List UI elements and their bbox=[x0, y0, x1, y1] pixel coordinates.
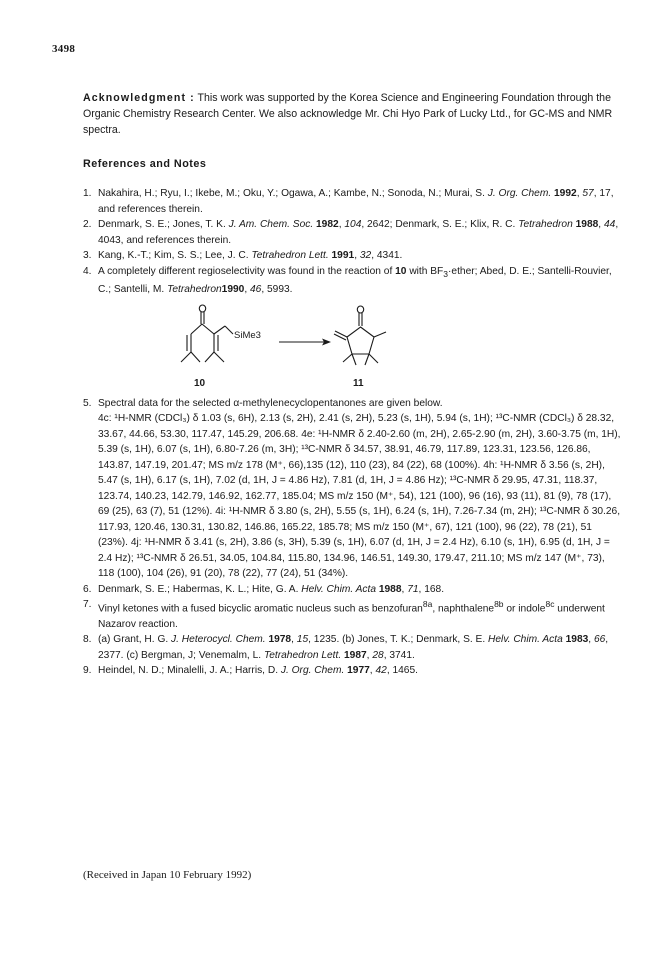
ref-pages: , 168. bbox=[418, 583, 445, 595]
acknowledgment-heading: Acknowledgment : bbox=[83, 92, 195, 104]
reference-6: 6. Denmark, S. E.; Habermas, K. L.; Hite, G. A. Helv. Chim. Acta 1988, 71, 168. bbox=[83, 582, 623, 598]
ref-volume: 46 bbox=[250, 284, 262, 296]
superscript-8b: 8b bbox=[494, 599, 504, 610]
ref-8a-journal: J. Heterocycl. Chem. bbox=[171, 634, 266, 646]
reference-3: 3. Kang, K.-T.; Kim, S. S.; Lee, J. C. Tetrahedron Lett. 1991, 32, 4341. bbox=[83, 248, 623, 264]
ref-year: 1991 bbox=[331, 250, 355, 261]
ref-8c-authors: (c) Bergman, J; Venemalm, L. bbox=[126, 649, 262, 661]
ref-text-3: ether; Abed, D. E.; Santelli-Rouvier, C.; Santelli, M. bbox=[98, 265, 612, 296]
ref-authors: Denmark, S. E.; Habermas, K. L.; Hite, G. A. bbox=[98, 583, 299, 595]
reference-7 bbox=[83, 597, 623, 632]
ref-journal: Tetrahedron bbox=[167, 284, 222, 296]
ref-number: 6. bbox=[83, 583, 92, 595]
ref-year: 1990 bbox=[221, 284, 245, 296]
spectral-data-4h: 4h: ¹H-NMR δ 3.56 (s, 2H), 5.47 (s, 1H), 6.17 (s, 1H), 7.02 (d, 1H, J = 4.86 Hz), 7.81 (d, 1H, J = 4.86 Hz); ¹³C-NMR δ 29.95, 47.31, 118.37, 123.74, 140.23, 142.79, 146.92, 162.77, 185.04; MS m/z 150 (M⁺, 54), 121 (100), 96 (16), 93 (11), 81 (9), 78 (17), 69 (25), 63 (7), 51 (12%). bbox=[98, 459, 612, 518]
ref-8a-volume: 15 bbox=[296, 634, 309, 646]
ref-text: A completely different regioselectivity was found in the reaction of bbox=[98, 265, 393, 277]
spectral-data-4e: 4e: ¹H-NMR δ 2.40-2.60 (m, 2H), 2.65-2.90 (m, 2H), 3.60-3.75 (m, 1H), 5.39 (s, 1H), 6.07 (s, 1H), 6.80-7.26 (m, 3H); ¹³C-NMR δ 34.57, 38.91, 46.79, 117.89, 123.31, 123.56, 126.86, 143.87, 147.19, 201.47; MS m/z 178 (M⁺, 66),135 (12), 110 (23), 84 (22), 68 (100%). bbox=[98, 428, 621, 471]
ref-dot: · bbox=[448, 265, 452, 277]
ref-8b-authors: (b) Jones, T. K.; Denmark, S. E. bbox=[342, 634, 486, 646]
ref-8b-volume: 66 bbox=[593, 634, 606, 646]
ref-8c-journal: Tetrahedron Lett. bbox=[263, 649, 342, 661]
ref-volume-2: 44 bbox=[603, 219, 616, 230]
ref-number: 9. bbox=[83, 665, 92, 677]
ref-volume: 71 bbox=[407, 583, 419, 595]
compound-11-structure bbox=[334, 306, 386, 365]
ref-authors: Nakahira, H.; Ryu, I.; Ikebe, M.; Oku, Y.; Ogawa, A.; Kambe, N.; Sonoda, N.; Murai, S. bbox=[98, 188, 485, 199]
compound-number: 10 bbox=[395, 265, 407, 277]
received-date: (Received in Japan 10 February 1992) bbox=[83, 869, 252, 881]
ref-text: , 2642; Denmark, S. E.; Klix, R. C. bbox=[361, 219, 516, 230]
ref-volume: 32 bbox=[359, 250, 372, 261]
ref-volume: 104 bbox=[344, 219, 362, 230]
ref-number: 3. bbox=[83, 250, 92, 261]
ref-journal: Tetrahedron Lett. bbox=[251, 250, 329, 261]
references-heading: References and Notes bbox=[83, 158, 207, 170]
ref-year-2: 1988 bbox=[575, 219, 599, 230]
ref-8a-year: 1978 bbox=[268, 634, 292, 646]
ref-journal: J. Org. Chem. bbox=[280, 665, 345, 677]
superscript-8c: 8c bbox=[545, 599, 555, 610]
ref-year: 1982 bbox=[316, 219, 339, 230]
compound-11-label: 11 bbox=[353, 377, 364, 389]
sime3-label: SiMe3 bbox=[234, 329, 261, 341]
subscript: 3 bbox=[443, 268, 449, 279]
ref-8b-journal: Helv. Chim. Acta bbox=[488, 634, 563, 646]
spectral-data-4i: 4i: ¹H-NMR δ 3.80 (s, 2H), 5.55 (s, 1H), 6.24 (s, 1H), 7.26-7.34 (m, 2H); ¹³C-NMR δ 30.26, 117.93, 120.46, 130.31, 130.82, 146.86, 165.22, 185.78; MS m/z 150 (M⁺, 67), 121 (100), 96 (22), 78 (21), 51 (23%). bbox=[98, 506, 621, 549]
spectral-data-4c: 4c: ¹H-NMR (CDCl₃) δ 1.03 (s, 6H), 2.13 (s, 2H), 2.41 (s, 2H), 5.23 (s, 1H), 5.94 (s, 1H); ¹³C-NMR (CDCl₃) δ 28.32, 33.67, 44.66, 53.30, 117.47, 145.29, 206.68. bbox=[98, 413, 615, 440]
reference-4: 4. A completely different regioselectivity was found in the reaction of 10 with $BF_3\cdot ether$; Abed, D. E.; Santelli-Rouvier, C.; Santelli, M. Tetrahedron1990, 46, 5993. bbox=[83, 265, 612, 296]
ref-number: 7. bbox=[83, 599, 92, 611]
acknowledgment bbox=[83, 90, 623, 138]
ref-number: 2. bbox=[83, 219, 92, 230]
ref-number: 8. bbox=[83, 634, 92, 646]
spectral-data-4j: 4j: ¹H-NMR δ 3.41 (s, 2H), 3.86 (s, 3H), 5.39 (s, 1H), 6.07 (d, 1H, J = 2.4 Hz), 6.10 (s, 1H), 6.95 (d, 1H, J = 2.4 Hz); ¹³C-NMR δ 26.51, 34.05, 104.84, 115.80, 134.96, 146.51, 149.30, 179.47, 211.10; MS m/z 147 (M⁺, 73), 118 (100), 104 (26), 91 (20), 78 (22), 77 (24), 51 (34%). bbox=[98, 537, 610, 580]
ref-volume: 42 bbox=[375, 665, 387, 677]
reference-5 bbox=[83, 396, 623, 412]
reference-8: 8. (a) Grant, H. G. J. Heterocycl. Chem. 1978, 15, 1235. (b) Jones, T. K.; Denmark, S. E. Helv. Chim. Acta 1983, 66, 2377. (c) Bergman, J; Venemalm, L. Tetrahedron Lett. 1987, 28, 3741. bbox=[83, 634, 609, 661]
ref-journal: Helv. Chim. Acta bbox=[301, 583, 376, 595]
compound-10-label: 10 bbox=[194, 377, 206, 389]
ref-pages: , 4043, and references therein. bbox=[98, 219, 619, 246]
ref-pages: , 17, and references therein. bbox=[98, 188, 614, 215]
ref-text-3: or indole bbox=[503, 603, 546, 615]
reaction-scheme-drawing bbox=[83, 302, 623, 396]
reaction-scheme bbox=[83, 302, 623, 396]
ref-8c-volume: 28 bbox=[372, 649, 384, 661]
ref-pages: , 4341. bbox=[371, 250, 403, 261]
ref-volume: 57 bbox=[582, 188, 594, 199]
reference-1: 1. Nakahira, H.; Ryu, I.; Ikebe, M.; Oku, Y.; Ogawa, A.; Kambe, N.; Sonoda, N.; Murai, S. J. Org. Chem. 1992, 57, 17, and references therein. bbox=[83, 188, 614, 215]
acknowledgment-text: This work was supported by the Korea Science and Engineering Foundation through the Organic Chemistry Research Center. We also acknowledge Mr. Chi Hyo Park of Lucky Ltd., for GC-MS and NMR spectra. bbox=[83, 92, 613, 136]
reference-9: 9. Heindel, N. D.; Minalelli, J. A.; Harris, D. J. Org. Chem. 1977, 42, 1465. bbox=[83, 663, 623, 679]
ref-8a-authors: (a) Grant, H. G. bbox=[98, 634, 169, 646]
ref-pages: , 1465. bbox=[386, 665, 418, 677]
ref-8b-pages: , 2377. bbox=[98, 634, 609, 661]
ref-intro: Spectral data for the selected α-methylenecyclopentanones are given below. bbox=[98, 397, 443, 409]
ref-journal-2: Tetrahedron bbox=[518, 219, 573, 230]
ref-year: 1992 bbox=[554, 188, 577, 199]
reference-2: 2. Denmark, S. E.; Jones, T. K. J. Am. Chem. Soc. 1982, 104, 2642; Denmark, S. E.; Klix, R. C. Tetrahedron 1988, 44, 4043, and references therein. bbox=[83, 219, 619, 246]
ref-year: 1977 bbox=[347, 665, 370, 677]
ref-text-2: with BF bbox=[409, 265, 444, 277]
ref-journal: J. Org. Chem. bbox=[487, 188, 552, 199]
ref-text-4: underwent Nazarov reaction. bbox=[98, 603, 605, 630]
page-number: 3498 bbox=[52, 43, 76, 55]
ref-number: 1. bbox=[83, 188, 92, 199]
superscript-8a: 8a bbox=[422, 599, 433, 610]
references-list bbox=[83, 186, 623, 679]
ref-authors: Heindel, N. D.; Minalelli, J. A.; Harris, D. bbox=[98, 665, 279, 677]
spectral-data bbox=[83, 411, 623, 582]
ref-year: 1988 bbox=[378, 583, 402, 595]
ref-8a-pages: , 1235. bbox=[308, 634, 340, 646]
ref-8b-year: 1983 bbox=[565, 634, 589, 646]
ref-number: 4. bbox=[83, 265, 92, 277]
ref-8c-pages: , 3741. bbox=[383, 649, 415, 661]
ref-journal: J. Am. Chem. Soc. bbox=[228, 219, 314, 230]
ref-text: Vinyl ketones with a fused bicyclic aromatic nucleus such as benzofuran bbox=[98, 603, 423, 615]
ref-pages: , 5993. bbox=[261, 284, 293, 296]
ref-number: 5. bbox=[83, 397, 92, 409]
ref-authors: Denmark, S. E.; Jones, T. K. bbox=[98, 219, 226, 230]
ref-authors: Kang, K.-T.; Kim, S. S.; Lee, J. C. bbox=[98, 250, 249, 261]
ref-8c-year: 1987 bbox=[344, 649, 367, 661]
ref-text-2: , naphthalene bbox=[432, 603, 495, 615]
